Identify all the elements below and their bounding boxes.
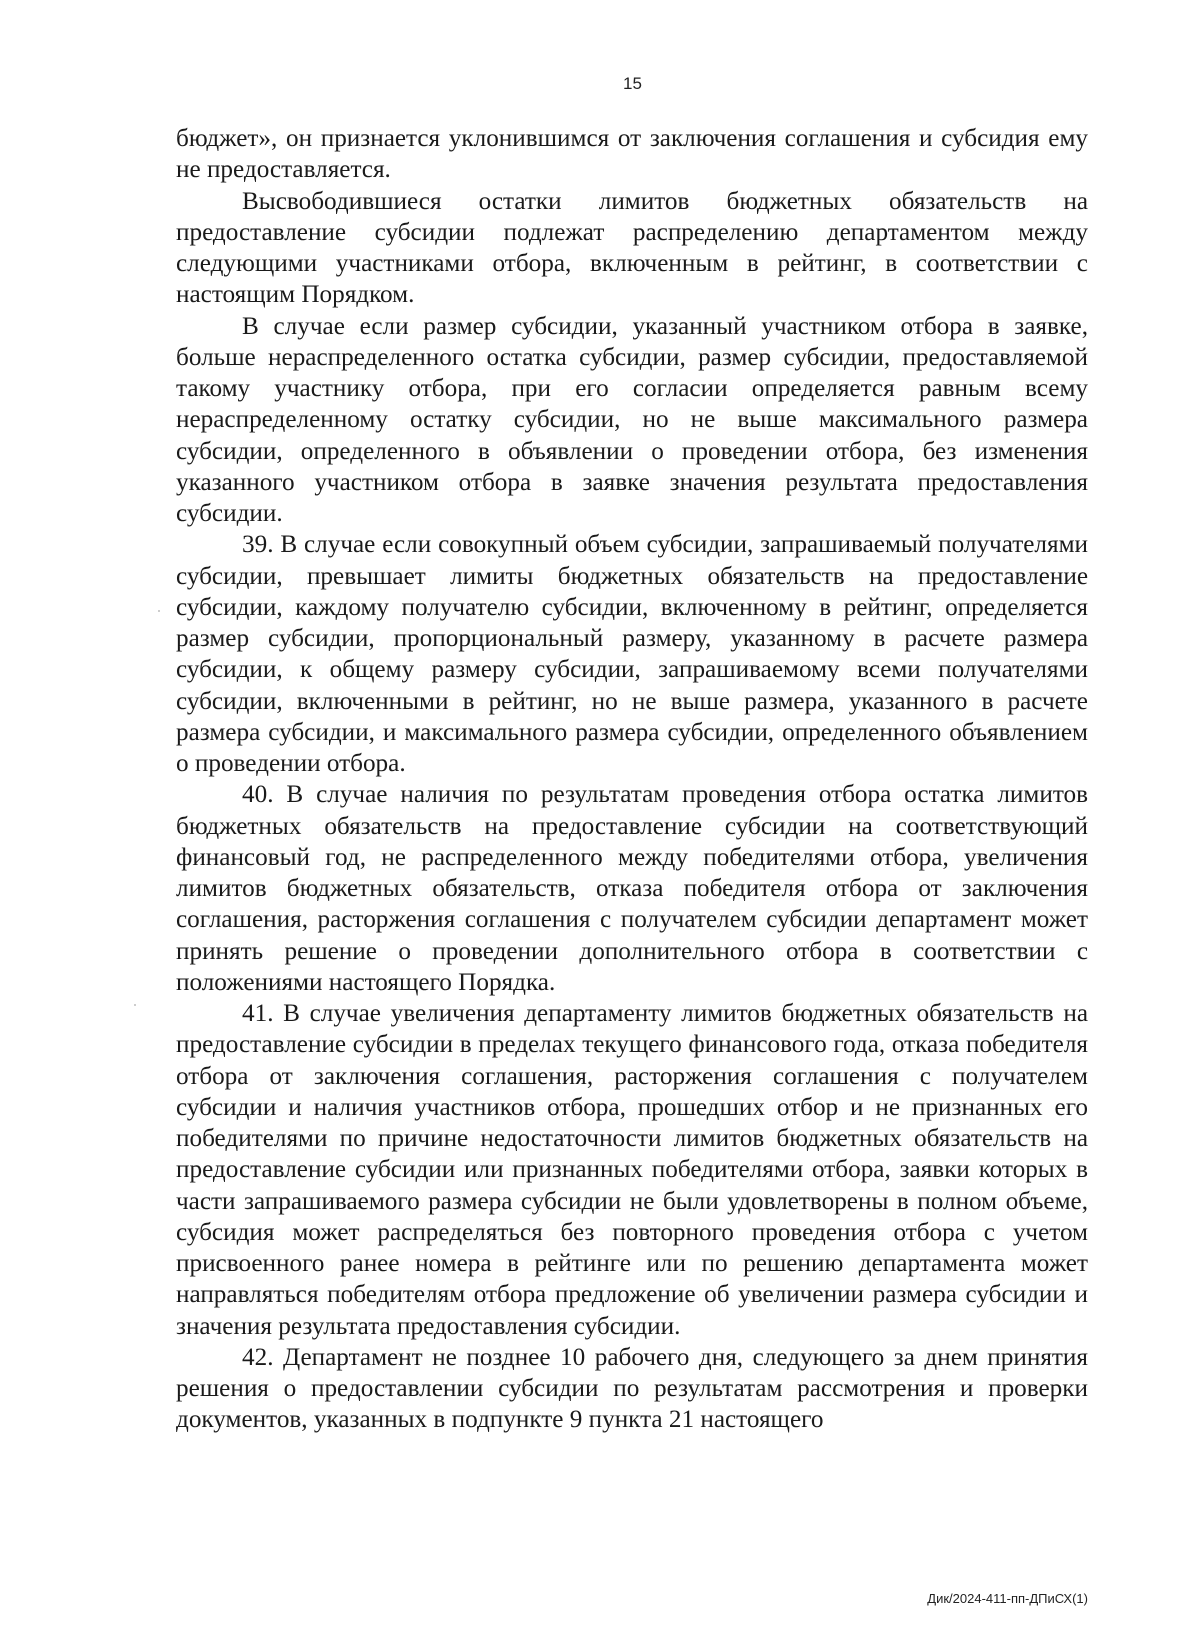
document-body: [176, 123, 1088, 1436]
paragraph-clause-39: 39. В случае если совокупный объем субсидии, запрашиваемый получателями субсидии, превышает лимиты бюджетных обязательств на предоставление субсидии, каждому получателю субсидии, включенному в рейтинг, определяется размер субсидии, пропорциональный размеру, указанному в расчете размера субсидии, к общему размеру субсидии, запрашиваемому всеми получателями субсидии, включенными в рейтинг, но не выше размера, указанного в расчете размера субсидии, и максимального размера субсидии, определенного объявлением о проведении отбора.: [176, 531, 1088, 777]
paragraph-subsidy-size-case: В случае если размер субсидии, указанный участником отбора в заявке, больше нераспределенного остатка субсидии, размер субсидии, предоставляемой такому участнику отбора, при его согласии определяется равным всему нераспределенному остатку субсидии, но не выше максимального размера субсидии, определенного в объявлении о проведении отбора, без изменения указанного участником отбора в заявке значения результата предоставления субсидии.: [176, 312, 1088, 527]
paragraph-continuation: бюджет», он признается уклонившимся от заключения соглашения и субсидия ему не предоставляется.: [176, 125, 1088, 184]
scan-speck: [158, 610, 160, 612]
scan-speck: [134, 1004, 136, 1006]
paragraph-released-limits: Высвободившиеся остатки лимитов бюджетных обязательств на предоставление субсидии подлежат распределению департаментом между следующими участниками отбора, включенным в рейтинг, в соответствии с настоящим Порядком.: [176, 187, 1088, 309]
paragraph-clause-40: 40. В случае наличия по результатам проведения отбора остатка лимитов бюджетных обязательств на предоставление субсидии на соответствующий финансовый год, не распределенного между победителями отбора, увеличения лимитов бюджетных обязательств, отказа победителя отбора от заключения соглашения, расторжения соглашения с получателем субсидии департамент может принять решение о проведении дополнительного отбора в соответствии с положениями настоящего Порядка.: [176, 781, 1088, 996]
document-registration-code: Дик/2024-411-пп-ДПиСХ(1): [927, 1591, 1088, 1606]
paragraph-clause-42: 42. Департамент не позднее 10 рабочего дня, следующего за днем принятия решения о предоставлении субсидии по результатам рассмотрения и проверки документов, указанных в подпункте 9 пункта 21 настоящего: [176, 1343, 1088, 1434]
paragraph-clause-41: 41. В случае увеличения департаменту лимитов бюджетных обязательств на предоставление субсидии в пределах текущего финансового года, отказа победителя отбора от заключения соглашения, расторжения соглашения с получателем субсидии и наличия участников отбора, прошедших отбор и не признанных его победителями по причине недостаточности лимитов бюджетных обязательств на предоставление субсидии или признанных победителями отбора, заявки которых в части запрашиваемого размера субсидии не были удовлетворены в полном объеме, субсидия может распределяться без повторного проведения отбора с учетом присвоенного ранее номера в рейтинге или по решению департамента может направляться победителям отбора предложение об увеличении размера субсидии и значения результата предоставления субсидии.: [176, 1000, 1088, 1340]
page-number: 15: [623, 74, 642, 93]
